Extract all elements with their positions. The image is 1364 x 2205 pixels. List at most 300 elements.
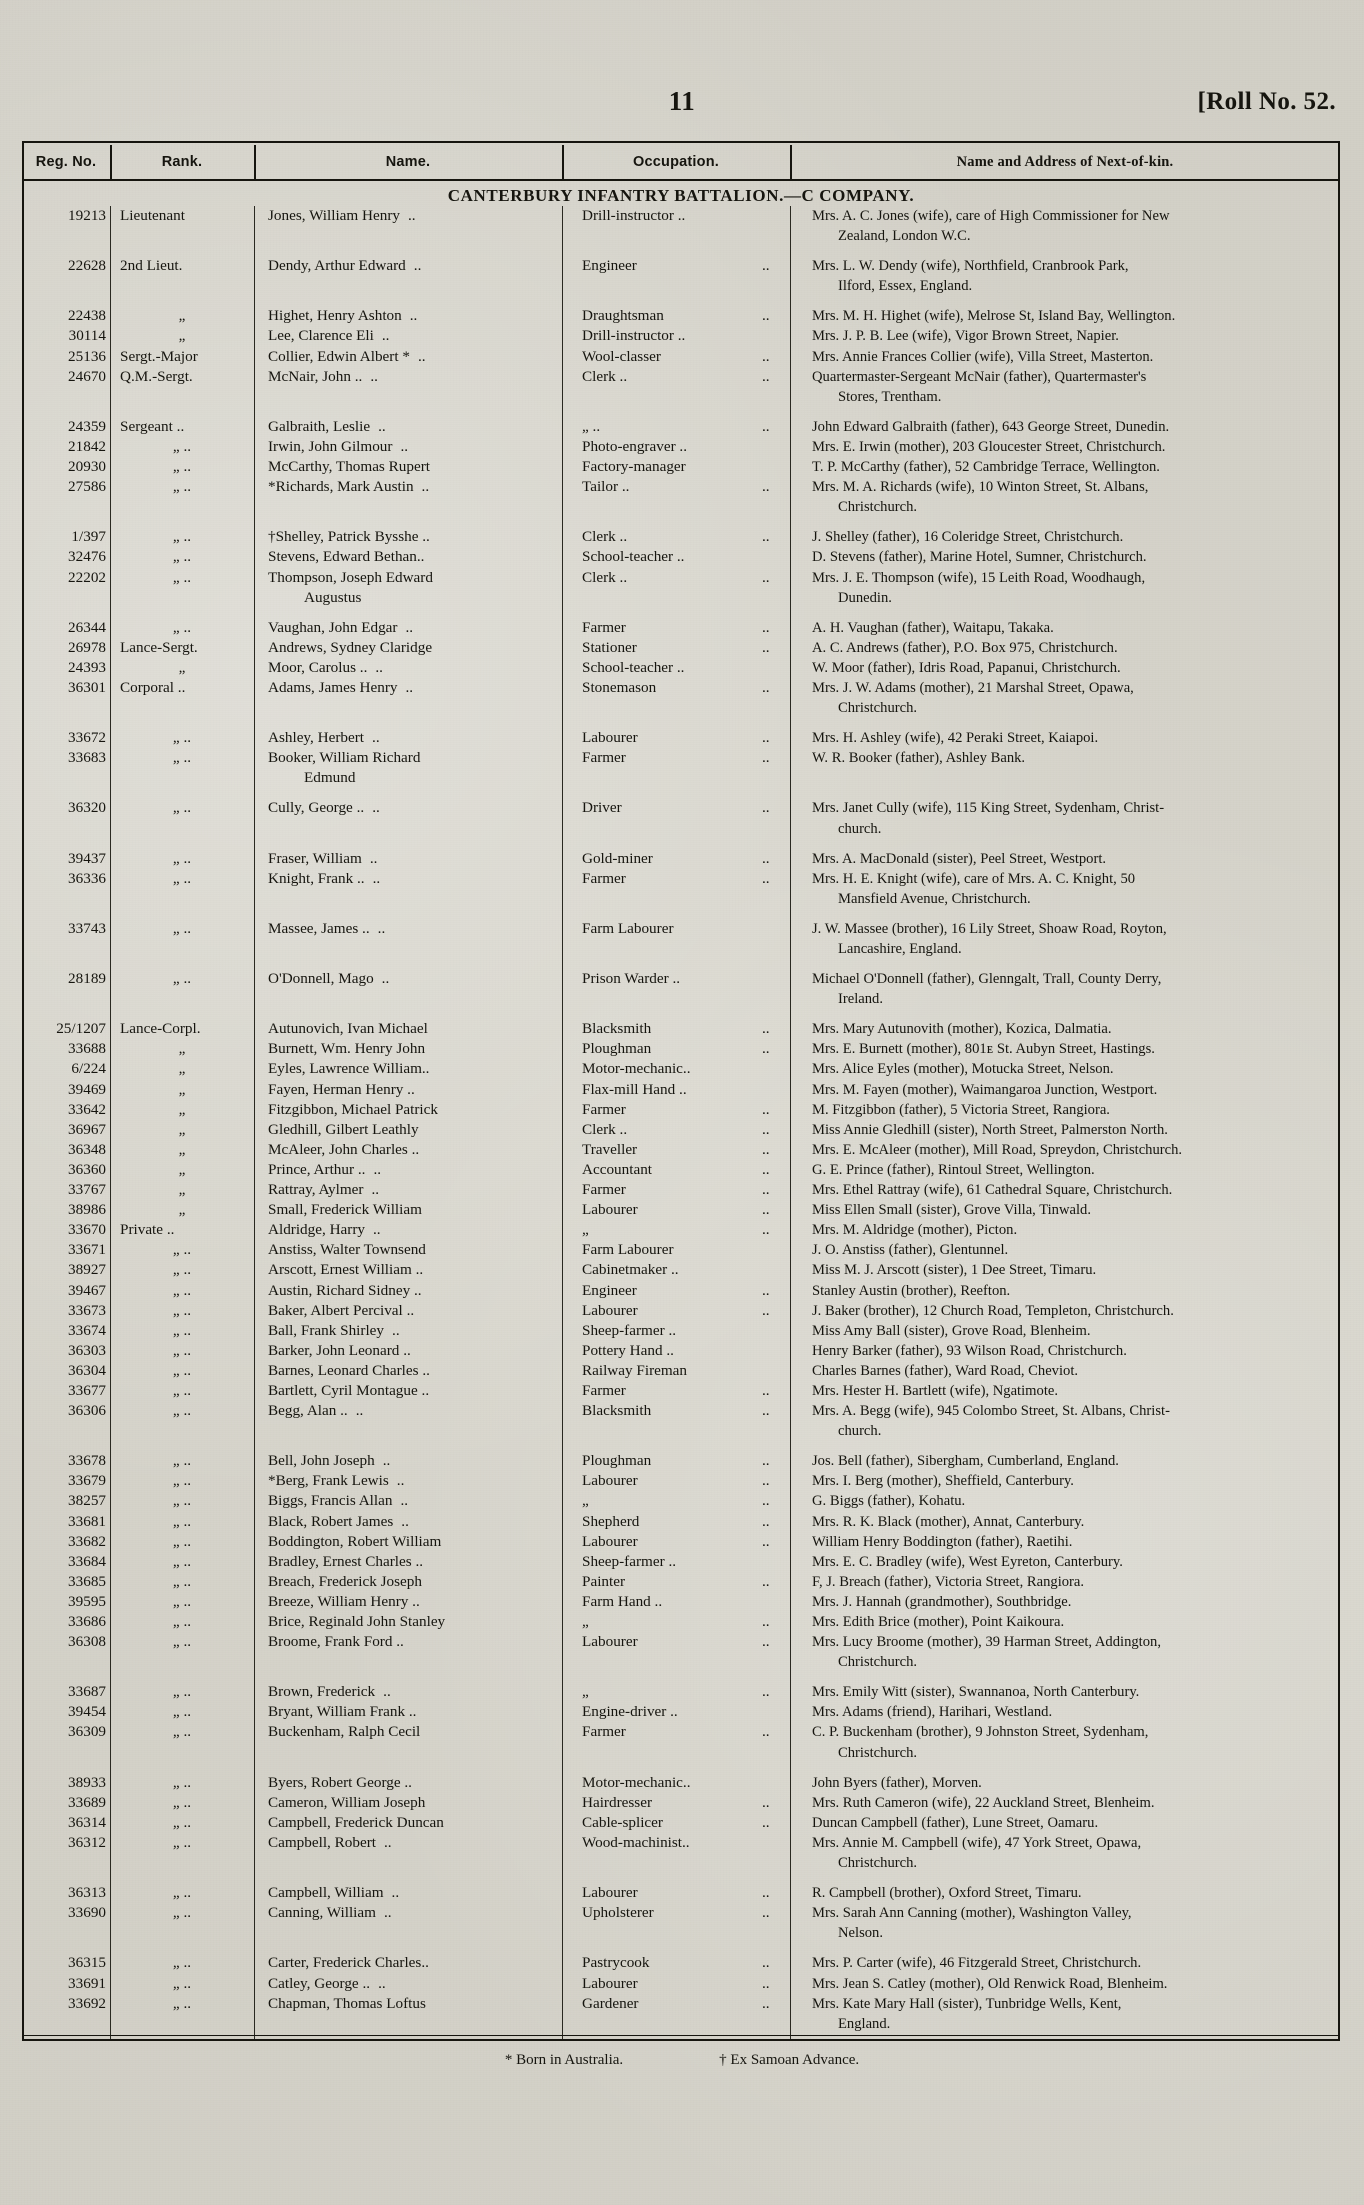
cell-reg-no: 26344 [68,618,106,636]
occupation-leader-dots: .. [762,1512,770,1530]
cell-occupation: Farm Labourer [582,1241,674,1259]
cell-occupation: Labourer [582,1201,638,1219]
cell-next-of-kin: Mrs. H. Ashley (wife), 42 Peraki Street, Kaiapoi. [812,730,1099,747]
cell-rank: „ .. [172,1512,192,1530]
cell-name-continued: Augustus [304,588,362,606]
cell-reg-no: 36967 [68,1120,106,1138]
table-row [22,1220,1340,1240]
cell-reg-no: 33679 [68,1472,106,1490]
cell-next-of-kin: Henry Barker (father), 93 Wilson Road, Christchurch. [812,1342,1127,1359]
occupation-leader-dots: .. [762,1402,770,1420]
cell-next-of-kin: W. R. Booker (father), Ashley Bank. [812,750,1026,767]
cell-occupation: Pastrycook [582,1954,650,1972]
occupation-leader-dots: .. [762,1201,770,1219]
cell-occupation: Gardener [582,1994,639,2012]
table-row [22,306,1340,326]
cell-reg-no: 33688 [68,1040,106,1058]
cell-name: Ball, Frank Shirley .. [268,1321,400,1339]
table-row [22,1773,1340,1793]
cell-next-of-kin: Mrs. I. Berg (mother), Sheffield, Canterbury. [812,1473,1074,1490]
cell-occupation: Gold-miner [582,849,653,867]
cell-rank: „ .. [172,1592,192,1610]
cell-next-of-kin: Mrs. Sarah Ann Canning (mother), Washington Valley, Nelson. [812,1903,1332,1943]
occupation-leader-dots: .. [762,257,770,275]
cell-rank: „ [178,1100,186,1118]
cell-reg-no: 33692 [68,1994,106,2012]
table-row [22,1572,1340,1592]
cell-occupation: Photo-engraver .. [582,437,688,455]
cell-next-of-kin: D. Stevens (father), Marine Hotel, Sumner, Christchurch. [812,549,1147,566]
cell-name: Cameron, William Joseph [268,1793,426,1811]
cell-occupation: Farm Labourer [582,919,674,937]
cell-next-of-kin: Mrs. Edith Brice (mother), Point Kaikoura. [812,1614,1065,1630]
table-row [22,417,1340,437]
cell-occupation: Motor-mechanic.. [582,1773,691,1791]
cell-reg-no: 24359 [68,417,106,435]
cell-occupation: Blacksmith [582,1402,652,1420]
cell-next-of-kin: Mrs. M. H. Highet (wife), Melrose St, Island Bay, Wellington. [812,308,1176,325]
occupation-leader-dots: .. [762,638,770,656]
cell-occupation: Tailor .. [582,478,630,496]
cell-name: Breach, Frederick Joseph [268,1572,422,1590]
cell-name-continued: Edmund [304,769,356,787]
cell-next-of-kin: G. E. Prince (father), Rintoul Street, Wellington. [812,1161,1095,1178]
cell-reg-no: 30114 [68,327,106,345]
table-row [22,1100,1340,1120]
cell-next-of-kin: R. Campbell (brother), Oxford Street, Timaru. [812,1885,1082,1902]
cell-name: Fayen, Herman Henry .. [268,1080,415,1098]
table-row [22,206,1340,246]
occupation-leader-dots: .. [762,618,770,636]
cell-next-of-kin: Mrs. Adams (friend), Harihari, Westland. [812,1704,1053,1721]
cell-name: Vaughan, John Edgar .. [268,618,414,636]
occupation-leader-dots: .. [762,1020,770,1038]
table-row [22,658,1340,678]
cell-occupation: Draughtsman [582,307,664,325]
cell-rank: „ .. [172,437,192,455]
cell-rank: „ .. [172,1281,192,1299]
cell-rank: „ .. [172,1683,192,1701]
occupation-leader-dots: .. [762,1492,770,1510]
cell-rank: „ .. [172,970,192,988]
cell-next-of-kin: Mrs. A. MacDonald (sister), Peel Street, Westport. [812,850,1107,867]
cell-name: Autunovich, Ivan Michael [268,1020,428,1038]
cell-rank: „ .. [172,1321,192,1339]
cell-next-of-kin-line2: Christchurch. [838,499,918,516]
cell-occupation: Labourer [582,1472,638,1490]
occupation-leader-dots: .. [762,1281,770,1299]
cell-rank: „ .. [172,1723,192,1741]
cell-reg-no: 33687 [68,1683,106,1701]
cell-next-of-kin: Mrs. L. W. Dendy (wife), Northfield, Cranbrook Park, Ilford, Essex, England. [812,256,1332,296]
cell-name: Galbraith, Leslie .. [268,417,386,435]
cell-rank: „ .. [172,458,192,476]
cell-rank: „ .. [172,1381,192,1399]
cell-reg-no: 20930 [68,458,106,476]
cell-rank: „ [178,1080,186,1098]
table-row [22,1702,1340,1722]
cell-next-of-kin: F, J. Breach (father), Victoria Street, Rangiora. [812,1573,1085,1590]
cell-reg-no: 33686 [68,1613,106,1630]
table-row [22,1833,1340,1873]
cell-reg-no: 26978 [68,638,106,656]
cell-name: McAleer, John Charles .. [268,1140,420,1158]
table-row [22,1994,1340,2034]
cell-reg-no: 33671 [68,1241,106,1259]
occupation-leader-dots: .. [762,478,770,496]
occupation-leader-dots: .. [762,1532,770,1550]
cell-next-of-kin: Jos. Bell (father), Sibergham, Cumberland, England. [812,1453,1119,1470]
cell-rank: „ [178,1120,186,1138]
cell-name: Byers, Robert George .. [268,1773,412,1791]
table-column-headers [22,143,1340,181]
cell-rank: Q.M.-Sergt. [120,367,193,385]
table-row [22,1552,1340,1572]
cell-name: Thompson, Joseph Edward Augustus [268,568,568,608]
cell-rank: „ .. [172,1241,192,1259]
table-row [22,1160,1340,1180]
cell-rank: „ .. [172,1402,192,1420]
cell-reg-no: 39595 [68,1592,106,1610]
cell-name: Campbell, Frederick Duncan [268,1813,444,1831]
cell-rank: „ .. [172,1341,192,1359]
table-row [22,1321,1340,1341]
cell-rank: „ .. [172,1532,192,1550]
cell-next-of-kin: J. W. Massee (brother), 16 Lily Street, Shoaw Road, Royton, Lancashire, England. [812,919,1332,959]
table-row [22,638,1340,658]
cell-reg-no: 33690 [68,1904,106,1922]
cell-name: Bradley, Ernest Charles .. [268,1552,424,1570]
cell-occupation: Traveller [582,1140,638,1158]
cell-next-of-kin: Miss M. J. Arscott (sister), 1 Dee Street, Timaru. [812,1262,1097,1279]
table-row [22,326,1340,346]
occupation-leader-dots: .. [762,1140,770,1158]
table-row [22,477,1340,517]
header-rank: Rank. [161,154,203,170]
occupation-leader-dots: .. [762,367,770,385]
cell-next-of-kin: Mrs. J. P. B. Lee (wife), Vigor Brown Street, Napier. [812,328,1119,345]
cell-occupation: Farmer [582,1723,626,1741]
cell-reg-no: 33684 [68,1552,106,1570]
cell-next-of-kin: Mrs. A. C. Jones (wife), care of High Commissioner for New Zealand, London W.C. [812,206,1332,246]
cell-next-of-kin-line2: Lancashire, England. [838,941,962,957]
cell-occupation: Railway Fireman [582,1361,688,1379]
table-row [22,1471,1340,1491]
cell-rank: „ [178,1060,186,1078]
occupation-leader-dots: .. [762,528,770,546]
cell-next-of-kin: Duncan Campbell (father), Lune Street, Oamaru. [812,1814,1099,1831]
table-row [22,1491,1340,1511]
cell-next-of-kin-line2: Christchurch. [838,1654,918,1671]
cell-next-of-kin: Mrs. Jean S. Catley (mother), Old Renwick Road, Blenheim. [812,1975,1168,1992]
cell-rank: „ .. [172,1492,192,1510]
cell-name: Jones, William Henry .. [268,207,416,224]
header-occupation: Occupation. [633,154,719,170]
table-row [22,1281,1340,1301]
cell-rank: „ .. [172,1994,192,2012]
occupation-leader-dots: .. [762,1683,770,1701]
cell-occupation: Upholsterer [582,1904,654,1922]
cell-reg-no: 33677 [68,1381,106,1399]
table-row [22,1260,1340,1280]
cell-name: Dendy, Arthur Edward .. [268,257,422,275]
cell-occupation: Stationer [582,638,637,656]
cell-occupation: Clerk .. [582,528,628,546]
cell-occupation: Clerk .. [582,1120,628,1138]
table-row [22,1953,1340,1973]
cell-rank: „ .. [172,528,192,546]
cell-name: Carter, Frederick Charles.. [268,1954,429,1972]
table-row [22,527,1340,547]
occupation-leader-dots: .. [762,1723,770,1741]
cell-reg-no: 19213 [68,207,106,224]
cell-reg-no: 32476 [68,548,106,566]
cell-next-of-kin: Mrs. Emily Witt (sister), Swannanoa, North Canterbury. [812,1684,1140,1701]
cell-reg-no: 24670 [68,367,106,385]
cell-next-of-kin: Miss Ellen Small (sister), Grove Villa, Tinwald. [812,1202,1091,1219]
cell-reg-no: 22202 [68,568,106,586]
cell-occupation: Blacksmith [582,1020,652,1038]
cell-name: Fitzgibbon, Michael Patrick [268,1100,438,1118]
occupation-leader-dots: .. [762,1613,770,1630]
cell-rank: „ .. [172,869,192,887]
cell-name: O'Donnell, Mago .. [268,970,390,988]
cell-occupation: Motor-mechanic.. [582,1060,691,1078]
table-row [22,798,1340,838]
cell-rank: „ .. [172,799,192,817]
table-row [22,1019,1340,1039]
cell-name: Black, Robert James .. [268,1512,409,1530]
cell-name: McCarthy, Thomas Rupert [268,458,430,476]
cell-rank: „ [178,327,186,345]
cell-occupation: Clerk .. [582,568,628,586]
occupation-leader-dots: .. [762,307,770,325]
table-row [22,1903,1340,1943]
cell-occupation: Engineer [582,1281,637,1299]
cell-next-of-kin: A. H. Vaughan (father), Waitapu, Takaka. [812,619,1054,636]
cell-rank: Sergt.-Major [120,347,198,365]
cell-reg-no: 33674 [68,1321,106,1339]
cell-next-of-kin: Mrs. J. W. Adams (mother), 21 Marshal Street, Opawa, Christchurch. [812,678,1332,718]
cell-occupation: Farmer [582,1100,626,1118]
cell-occupation: Labourer [582,1974,638,1992]
cell-occupation: Farmer [582,869,626,887]
occupation-leader-dots: .. [762,1633,770,1651]
occupation-leader-dots: .. [762,1954,770,1972]
cell-occupation: Labourer [582,729,638,747]
cell-name: †Shelley, Patrick Bysshe .. [268,528,430,546]
cell-rank: „ .. [172,1572,192,1590]
cell-reg-no: 33672 [68,729,106,747]
table-row [22,1722,1340,1762]
footnotes [0,2052,1364,2069]
occupation-leader-dots: .. [762,1793,770,1811]
cell-name: Bryant, William Frank .. [268,1703,417,1721]
table-row [22,568,1340,608]
cell-reg-no: 25136 [68,347,106,365]
occupation-leader-dots: .. [762,1181,770,1199]
cell-occupation: Farmer [582,1381,626,1399]
cell-next-of-kin: Mrs. M. Aldridge (mother), Picton. [812,1222,1018,1239]
cell-occupation: Wool-classer [582,347,661,365]
cell-next-of-kin: Miss Amy Ball (sister), Grove Road, Blenheim. [812,1322,1091,1339]
cell-reg-no: 36301 [68,678,106,696]
table-row [22,1813,1340,1833]
cell-next-of-kin: Mrs. Lucy Broome (mother), 39 Harman Street, Addington, Christchurch. [812,1632,1332,1672]
cell-next-of-kin: Mrs. Alice Eyles (mother), Motucka Street, Nelson. [812,1061,1114,1078]
cell-occupation: Engine-driver .. [582,1703,678,1721]
cell-reg-no: 39469 [68,1080,106,1098]
footnote-dagger: † Ex Samoan Advance. [719,2052,860,2068]
cell-name: Chapman, Thomas Loftus [268,1994,426,2012]
cell-next-of-kin: A. C. Andrews (father), P.O. Box 975, Christchurch. [812,639,1118,656]
cell-rank: 2nd Lieut. [120,257,183,275]
table-row [22,1301,1340,1321]
table-row [22,1532,1340,1552]
cell-rank: „ .. [172,1633,192,1651]
cell-occupation: Drill-instructor .. [582,327,686,345]
cell-name: Cully, George .. .. [268,799,380,817]
cell-occupation: Prison Warder .. [582,970,681,988]
cell-name: Gledhill, Gilbert Leathly [268,1120,419,1138]
cell-occupation: Labourer [582,1301,638,1319]
cell-rank: „ .. [172,1773,192,1791]
table-row [22,728,1340,748]
cell-reg-no: 39437 [68,849,106,867]
table-bottom-rule [22,2035,1340,2036]
cell-rank: „ .. [172,1833,192,1851]
cell-next-of-kin: J. Shelley (father), 16 Coleridge Street, Christchurch. [812,529,1124,546]
occupation-leader-dots: .. [762,1452,770,1470]
cell-next-of-kin: Mrs. Kate Mary Hall (sister), Tunbridge Wells, Kent, England. [812,1994,1332,2034]
cell-reg-no: 36308 [68,1633,106,1651]
cell-name: Highet, Henry Ashton .. [268,307,418,325]
occupation-leader-dots: .. [762,1221,770,1239]
cell-next-of-kin: Charles Barnes (father), Ward Road, Cheviot. [812,1362,1079,1379]
table-row [22,256,1340,296]
cell-name: Brown, Frederick .. [268,1683,391,1701]
cell-name: Prince, Arthur .. .. [268,1160,382,1178]
cell-rank: Corporal .. [120,678,186,696]
cell-occupation: Driver [582,799,622,817]
cell-next-of-kin: Miss Annie Gledhill (sister), North Street, Palmerston North. [812,1121,1168,1138]
cell-next-of-kin: Mrs. Annie M. Campbell (wife), 47 York Street, Opawa, Christchurch. [812,1833,1332,1873]
cell-reg-no: 33685 [68,1572,106,1590]
cell-occupation: Labourer [582,1633,638,1651]
cell-next-of-kin: John Edward Galbraith (father), 643 George Street, Dunedin. [812,418,1170,435]
table-row [22,1883,1340,1903]
table-row [22,1200,1340,1220]
occupation-leader-dots: .. [762,1381,770,1399]
cell-next-of-kin: Mrs. Mary Autunovith (mother), Kozica, Dalmatia. [812,1021,1112,1038]
table-row [22,1401,1340,1441]
cell-reg-no: 22438 [68,307,106,325]
cell-next-of-kin-line2: Stores, Trentham. [838,388,942,405]
cell-reg-no: 38927 [68,1261,106,1279]
cell-reg-no: 36313 [68,1884,106,1902]
cell-rank: „ [178,307,186,325]
occupation-leader-dots: .. [762,1100,770,1118]
cell-next-of-kin-line2: Ireland. [838,991,883,1008]
table-row [22,1451,1340,1471]
cell-reg-no: 33683 [68,749,106,767]
occupation-leader-dots: .. [762,1120,770,1138]
cell-name: Burnett, Wm. Henry John [268,1040,426,1058]
cell-name: Lee, Clarence Eli .. [268,327,390,345]
header-name: Name. [385,154,431,170]
cell-occupation: „ [582,1221,589,1239]
cell-occupation: Labourer [582,1884,638,1902]
table-row [22,1974,1340,1994]
table-row [22,849,1340,869]
cell-next-of-kin: Mrs. M. Fayen (mother), Waimangaroa Junction, Westport. [812,1081,1158,1098]
cell-next-of-kin: W. Moor (father), Idris Road, Papanui, Christchurch. [812,659,1121,676]
cell-rank: „ .. [172,1974,192,1992]
table-row [22,618,1340,638]
cell-rank: „ .. [172,919,192,937]
cell-rank: Sergeant .. [120,417,185,435]
cell-reg-no: 36314 [68,1813,106,1831]
cell-reg-no: 33691 [68,1974,106,1992]
cell-next-of-kin: Mrs. E. McAleer (mother), Mill Road, Spreydon, Christchurch. [812,1141,1183,1158]
cell-name: Biggs, Francis Allan .. [268,1492,409,1510]
cell-rank: „ .. [172,1361,192,1379]
cell-rank: „ [178,1181,186,1199]
table-row [22,1180,1340,1200]
cell-rank: „ .. [172,1793,192,1811]
cell-next-of-kin: Mrs. E. Burnett (mother), 801ᴇ St. Aubyn Street, Hastings. [812,1041,1155,1058]
cell-reg-no: 25/1207 [56,1020,106,1038]
cell-rank: „ .. [172,478,192,496]
table-row [22,1361,1340,1381]
cell-rank: „ [178,1160,186,1178]
table-row [22,1632,1340,1672]
cell-reg-no: 1/397 [71,528,106,546]
cell-next-of-kin: Mrs. P. Carter (wife), 46 Fitzgerald Street, Christchurch. [812,1955,1142,1972]
cell-next-of-kin-line2: Mansfield Avenue, Christchurch. [838,890,1031,907]
cell-occupation: Flax-mill Hand .. [582,1080,687,1098]
cell-name: Aldridge, Harry .. [268,1221,381,1239]
cell-occupation: Ploughman [582,1452,652,1470]
footnote-asterisk: * Born in Australia. [504,2052,624,2068]
cell-next-of-kin: Michael O'Donnell (father), Glenngalt, Trall, County Derry, Ireland. [812,969,1332,1009]
cell-name: Bell, John Joseph .. [268,1452,391,1470]
cell-reg-no: 33681 [68,1512,106,1530]
cell-rank: „ [178,658,186,676]
cell-name: McNair, John .. .. [268,367,378,385]
cell-next-of-kin: J. O. Anstiss (father), Glentunnel. [812,1242,1009,1259]
occupation-leader-dots: .. [762,1040,770,1058]
cell-reg-no: 22628 [68,257,106,275]
cell-name: Breeze, William Henry .. [268,1592,420,1610]
cell-name: Buckenham, Ralph Cecil [268,1723,421,1741]
cell-reg-no: 33743 [68,919,106,937]
cell-name: Fraser, William .. [268,849,378,867]
table-row [22,347,1340,367]
cell-rank: „ .. [172,1472,192,1490]
cell-next-of-kin: Mrs. R. K. Black (mother), Annat, Canterbury. [812,1513,1085,1530]
cell-next-of-kin: G. Biggs (father), Kohatu. [812,1493,966,1510]
header-reg-no: Reg. No. [35,154,97,170]
cell-name: Austin, Richard Sidney .. [268,1281,422,1299]
table-row [22,1612,1340,1632]
cell-name: Broome, Frank Ford .. [268,1633,404,1651]
cell-name: Barnes, Leonard Charles .. [268,1361,430,1379]
section-title: CANTERBURY INFANTRY BATTALION.—C COMPANY. [447,186,915,205]
table-row [22,1080,1340,1100]
cell-next-of-kin-line2: church. [838,1423,882,1440]
occupation-leader-dots: .. [762,869,770,887]
